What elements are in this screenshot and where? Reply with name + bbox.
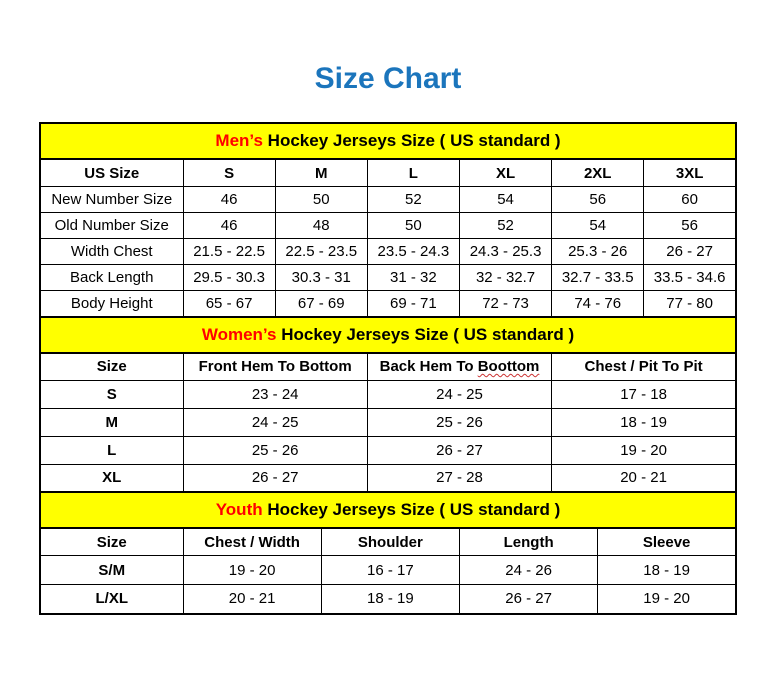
size-cell: 20 - 21 (552, 464, 736, 492)
row-label: New Number Size (40, 187, 183, 213)
table-row (40, 291, 736, 317)
column-header: L (367, 159, 459, 187)
womens-size-table (39, 316, 737, 494)
column-header-row (40, 159, 736, 187)
row-label: M (40, 408, 183, 436)
size-cell: 26 - 27 (644, 239, 736, 265)
size-cell: 19 - 20 (598, 585, 736, 614)
column-header: 2XL (552, 159, 644, 187)
size-cell: 26 - 27 (367, 436, 551, 464)
row-label: Body Height (40, 291, 183, 317)
size-cell: 24 - 26 (460, 556, 598, 585)
page-title: Size Chart (314, 62, 462, 95)
misspelled-word: Boottom (477, 358, 540, 375)
column-header: XL (459, 159, 551, 187)
section-title-accent: Youth (215, 500, 263, 519)
size-tables (39, 122, 737, 615)
column-header: 3XL (644, 159, 736, 187)
size-cell: 31 - 32 (367, 265, 459, 291)
row-label: Old Number Size (40, 213, 183, 239)
size-cell: 29.5 - 30.3 (183, 265, 275, 291)
size-cell: 54 (552, 213, 644, 239)
section-title-row (40, 317, 736, 353)
size-cell: 26 - 27 (460, 585, 598, 614)
size-cell: 27 - 28 (367, 464, 551, 492)
table-row (40, 464, 736, 492)
size-cell: 72 - 73 (459, 291, 551, 317)
section-title-text: Hockey Jerseys Size ( US standard ) (262, 131, 561, 150)
size-cell: 19 - 20 (552, 436, 736, 464)
mens-size-table (39, 122, 737, 318)
table-row (40, 585, 736, 614)
table-row (40, 556, 736, 585)
column-header: Size (40, 353, 183, 381)
column-header: Sleeve (598, 528, 736, 556)
size-cell: 54 (459, 187, 551, 213)
size-cell: 74 - 76 (552, 291, 644, 317)
column-header: S (183, 159, 275, 187)
womens-section-header (40, 317, 736, 353)
row-label: S/M (40, 556, 183, 585)
size-cell: 32 - 32.7 (459, 265, 551, 291)
section-title-accent: Women’s (201, 324, 277, 344)
column-header: M (275, 159, 367, 187)
column-header: Chest / Width (183, 528, 321, 556)
table-row (40, 187, 736, 213)
row-label: L (40, 436, 183, 464)
size-cell: 25 - 26 (183, 436, 367, 464)
size-cell: 69 - 71 (367, 291, 459, 317)
size-cell: 20 - 21 (183, 585, 321, 614)
size-cell: 19 - 20 (183, 556, 321, 585)
section-title-accent: Men’s (215, 131, 263, 150)
size-cell: 24.3 - 25.3 (459, 239, 551, 265)
size-cell: 60 (644, 187, 736, 213)
size-cell: 32.7 - 33.5 (552, 265, 644, 291)
section-title-text: Hockey Jerseys Size ( US standard ) (262, 500, 561, 519)
size-cell: 50 (275, 187, 367, 213)
youth-section-header (40, 492, 736, 528)
column-header: Chest / Pit To Pit (552, 353, 736, 381)
column-header: Length (460, 528, 598, 556)
table-row (40, 239, 736, 265)
column-header: Size (40, 528, 183, 556)
size-cell: 23 - 24 (183, 380, 367, 408)
table-row (40, 436, 736, 464)
size-cell: 52 (459, 213, 551, 239)
column-header-row (40, 353, 736, 381)
section-title-row (40, 123, 736, 159)
column-header: US Size (40, 159, 183, 187)
size-cell: 56 (552, 187, 644, 213)
size-cell: 67 - 69 (275, 291, 367, 317)
column-header: Front Hem To Bottom (183, 353, 367, 381)
size-cell: 77 - 80 (644, 291, 736, 317)
size-cell: 25 - 26 (367, 408, 551, 436)
size-cell: 46 (183, 213, 275, 239)
size-cell: 18 - 19 (321, 585, 459, 614)
section-title-row (40, 492, 736, 528)
size-cell: 18 - 19 (552, 408, 736, 436)
size-cell: 23.5 - 24.3 (367, 239, 459, 265)
size-cell: 56 (644, 213, 736, 239)
size-cell: 25.3 - 26 (552, 239, 644, 265)
table-row (40, 408, 736, 436)
row-label: L/XL (40, 585, 183, 614)
row-label: Back Length (40, 265, 183, 291)
size-cell: 22.5 - 23.5 (275, 239, 367, 265)
size-cell: 24 - 25 (367, 380, 551, 408)
row-label: S (40, 380, 183, 408)
table-row (40, 265, 736, 291)
mens-section-header (40, 123, 736, 159)
size-cell: 50 (367, 213, 459, 239)
size-cell: 30.3 - 31 (275, 265, 367, 291)
size-cell: 46 (183, 187, 275, 213)
size-cell: 21.5 - 22.5 (183, 239, 275, 265)
column-header: Back Hem To Boottom (367, 353, 551, 381)
size-cell: 17 - 18 (552, 380, 736, 408)
size-cell: 33.5 - 34.6 (644, 265, 736, 291)
size-cell: 65 - 67 (183, 291, 275, 317)
row-label: Width Chest (40, 239, 183, 265)
size-cell: 24 - 25 (183, 408, 367, 436)
column-header: Shoulder (321, 528, 459, 556)
size-cell: 52 (367, 187, 459, 213)
youth-size-table (39, 491, 737, 615)
section-title-text: Hockey Jerseys Size ( US standard ) (276, 324, 575, 344)
table-row (40, 380, 736, 408)
row-label: XL (40, 464, 183, 492)
table-row (40, 213, 736, 239)
size-cell: 26 - 27 (183, 464, 367, 492)
size-cell: 48 (275, 213, 367, 239)
column-header-row (40, 528, 736, 556)
size-cell: 16 - 17 (321, 556, 459, 585)
size-cell: 18 - 19 (598, 556, 736, 585)
